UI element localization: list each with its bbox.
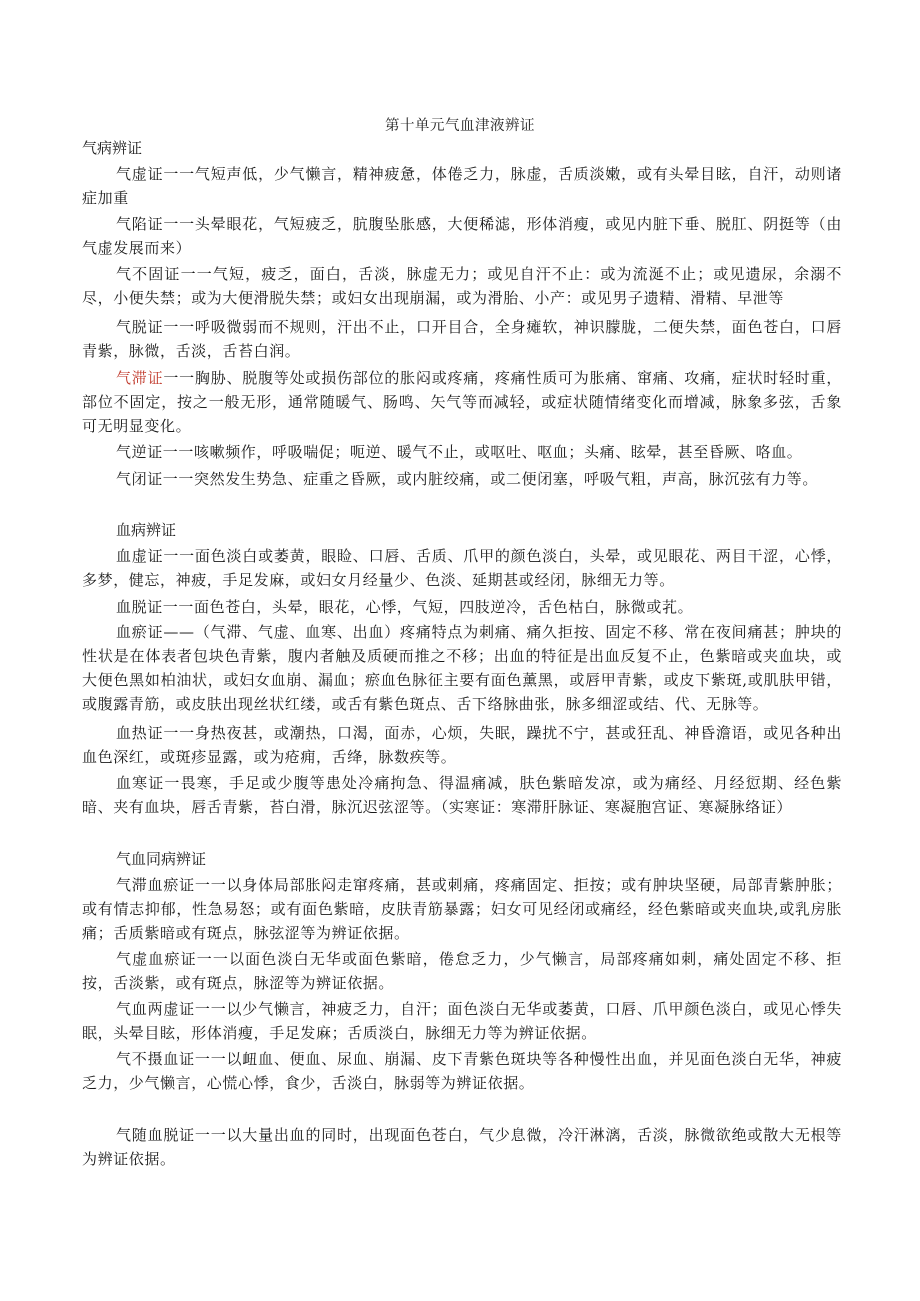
paragraph-qi-blood-dual-deficiency: 气血两虚证一一以少气懒言，神疲乏力，自汗；面色淡白无华或萎黄，口唇、爪甲颜色淡白，或见心悸失眠，头晕目眩，形体消瘦，手足发麻；舌质淡白，脉细无力等为辨证依据。: [82, 1000, 842, 1042]
paragraph-qi-collapse-with-blood: 气随血脱证一一以大量出血的同时，出现面色苍白，气少息微，冷汗淋漓，舌淡，脉微欲绝或散大无根等为辨证依据。: [82, 1126, 842, 1168]
section-heading-qi-blood: 气血同病辨证: [116, 850, 207, 868]
section-heading-qi: 气病辨证: [82, 139, 143, 157]
paragraph-qi-collapse: 气脱证一一呼吸微弱而不规则，汗出不止，口开目合，全身瘫软，神识朦胧，二便失禁，面色苍白，口唇青紫，脉微，舌淡，舌苔白润。: [82, 318, 842, 360]
paragraph-qi-sinking: 气陷证一一头晕眼花，气短疲乏，肮腹坠胀感，大便稀滤，形体消瘦，或见内脏下垂、脱肛、阴挺等（由气虚发展而来）: [82, 215, 842, 257]
paragraph-qi-block: 气闭证一一突然发生势急、症重之昏厥，或内脏绞痛，或二便闭塞，呼吸气粗，声高，脉沉弦有力等。: [116, 470, 819, 488]
paragraph-blood-collapse: 血脱证一一面色苍白，头晕，眼花，心悸，气短，四肢逆冷，舌色枯白，脉微或芤。: [116, 598, 694, 616]
paragraph-qi-failing-to-control-blood: 气不摄血证一一以衄血、便血、尿血、崩漏、皮下青紫色斑块等各种慢性出血，并见面色淡白无华，神疲乏力，少气懒言，心慌心悸，食少，舌淡白，脉弱等为辨证依据。: [82, 1050, 842, 1092]
paragraph-blood-heat: 血热证一一身热夜甚，或潮热，口渴，面赤，心烦，失眠，躁扰不宁，甚或狂乱、神昏澹语，或见各种出血色深红，或斑疹显露，或为疮痈，舌绛，脉数疾等。: [82, 724, 842, 766]
section-heading-blood: 血病辨证: [116, 521, 177, 539]
highlighted-term: 气滞证: [116, 369, 164, 387]
paragraph-qi-stagnation: [82, 366, 842, 438]
paragraph-blood-cold: 血寒证一畏寒，手足或少腹等患处冷痛拘急、得温痛减，肤色紫暗发凉，或为痛经、月经愆期、经色紫暗、夹有血块，唇舌青紫，苔白滑，脉沉迟弦涩等。（实寒证：寒滞肝脉证、寒凝胞宫证、寒凝脉络证）: [82, 774, 842, 816]
page-title: 第十单元气血津液辨证: [385, 118, 535, 134]
paragraph-blood-deficiency: 血虚证一一面色淡白或萎黄，眼睑、口唇、舌质、爪甲的颜色淡白，头晕，或见眼花、两目干涩，心悸，多梦，健忘，神疲，手足发麻，或妇女月经量少、色淡、延期甚或经闭，脉细无力等。: [82, 547, 842, 589]
paragraph-qi-deficiency-blood-stasis: 气虚血瘀证一一以面色淡白无华或面色紫暗，倦怠乏力，少气懒言，局部疼痛如刺，痛处固定不移、拒按，舌淡紫，或有斑点，脉涩等为辨证依据。: [82, 950, 842, 992]
paragraph-qi-stagnation-blood-stasis: 气滞血瘀证一一以身体局部胀闷走窜疼痛，甚或刺痛，疼痛固定、拒按；或有肿块坚硬，局部青紫肿胀；或有情志抑郁，性急易怒；或有面色紫暗，皮肤青筋暴露；妇女可见经闭或痛经，经色紫暗或夹血块,或乳房胀痛；舌质紫暗或有斑点，脉弦涩等为辨证依据。: [82, 876, 842, 942]
paragraph-blood-stasis: 血瘀证——（气滞、气虚、血寒、出血）疼痛特点为刺痛、痛久拒按、固定不移、常在夜间痛甚；肿块的性状是在体表者包块色青紫，腹内者触及质硬而推之不移；出血的特征是出血反复不止，色紫暗或夹血块，或大便色黑如柏油状，或妇女血崩、漏血；瘀血色脉征主要有面色薰黑，或唇甲青紫，或皮下紫斑,或肌肤甲错，或腹露青筋，或皮肤出现丝状红缕，或舌有紫色斑点、舌下络脉曲张，脉多细涩或结、代、无脉等。: [82, 623, 842, 713]
paragraph-qi-deficiency: 气虚证一一气短声低，少气懒言，精神疲惫，体倦乏力，脉虚，舌质淡嫩，或有头晕目眩，自汗，动则诸症加重: [82, 165, 842, 207]
paragraph-qi-not-securing: 气不固证一一气短，疲乏，面白，舌淡，脉虚无力；或见自汗不止：或为流涎不止；或见遗尿，余溺不尽，小便失禁；或为大便滑脱失禁；或妇女出现崩漏，或为滑胎、小产：或见男子遗精、滑精、早泄等: [82, 265, 842, 307]
paragraph-qi-stagnation-text: 一一胸胁、脱腹等处或损伤部位的胀闷或疼痛，疼痛性质可为胀痛、窜痛、攻痛，症状时轻时重，部位不固定，按之一般无形，通常随暖气、肠鸣、矢气等而减轻，或症状随情绪变化而增减，脉象多弦，舌象可无明显变化。: [82, 369, 842, 435]
paragraph-qi-counterflow: 气逆证一一咳嗽频作，呼吸喘促；呃逆、暖气不止，或呕吐、呕血；头痛、眩晕，甚至昏厥、咯血。: [116, 443, 803, 461]
